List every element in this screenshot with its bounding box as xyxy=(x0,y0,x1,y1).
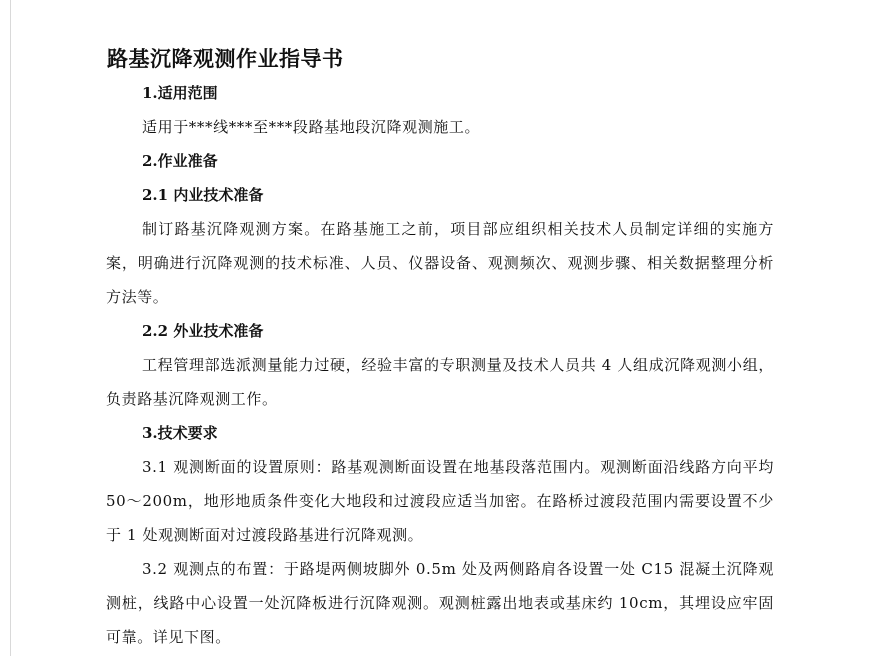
page-border xyxy=(10,0,11,656)
heading-field-preparation: 2.2 外业技术准备 xyxy=(142,322,264,340)
document-title: 路基沉降观测作业指导书 xyxy=(107,46,344,71)
paragraph-scope: 适用于***线***至***段路基地段沉降观测施工。 xyxy=(142,118,481,136)
paragraph-point-layout: 3.2 观测点的布置：于路堤两侧坡脚外 0.5m 处及两侧路肩各设置一处 C15 混凝土沉降观测桩，线路中心设置一处沉降板进行沉降观测。观测桩露出地表或基床约 10cm，其埋设应牢固可靠。详见下图。 xyxy=(106,560,774,646)
heading-internal-preparation: 2.1 内业技术准备 xyxy=(142,186,264,204)
document-body xyxy=(106,42,774,654)
paragraph-internal-preparation: 制订路基沉降观测方案。在路基施工之前，项目部应组织相关技术人员制定详细的实施方案，明确进行沉降观测的技术标准、人员、仪器设备、观测频次、观测步骤、相关数据整理分析方法等。 xyxy=(106,220,774,306)
paragraph-field-preparation: 工程管理部选派测量能力过硬，经验丰富的专职测量及技术人员共 4 人组成沉降观测小组，负责路基沉降观测工作。 xyxy=(106,356,774,408)
heading-preparation: 2.作业准备 xyxy=(142,152,218,170)
heading-scope: 1.适用范围 xyxy=(142,84,218,102)
paragraph-section-setup: 3.1 观测断面的设置原则：路基观测断面设置在地基段落范围内。观测断面沿线路方向平均 50～200m，地形地质条件变化大地段和过渡段应适当加密。在路桥过渡段范围内需要设置不少于 1 处观测断面对过渡段路基进行沉降观测。 xyxy=(106,458,774,544)
heading-technical-requirements: 3.技术要求 xyxy=(142,424,218,442)
